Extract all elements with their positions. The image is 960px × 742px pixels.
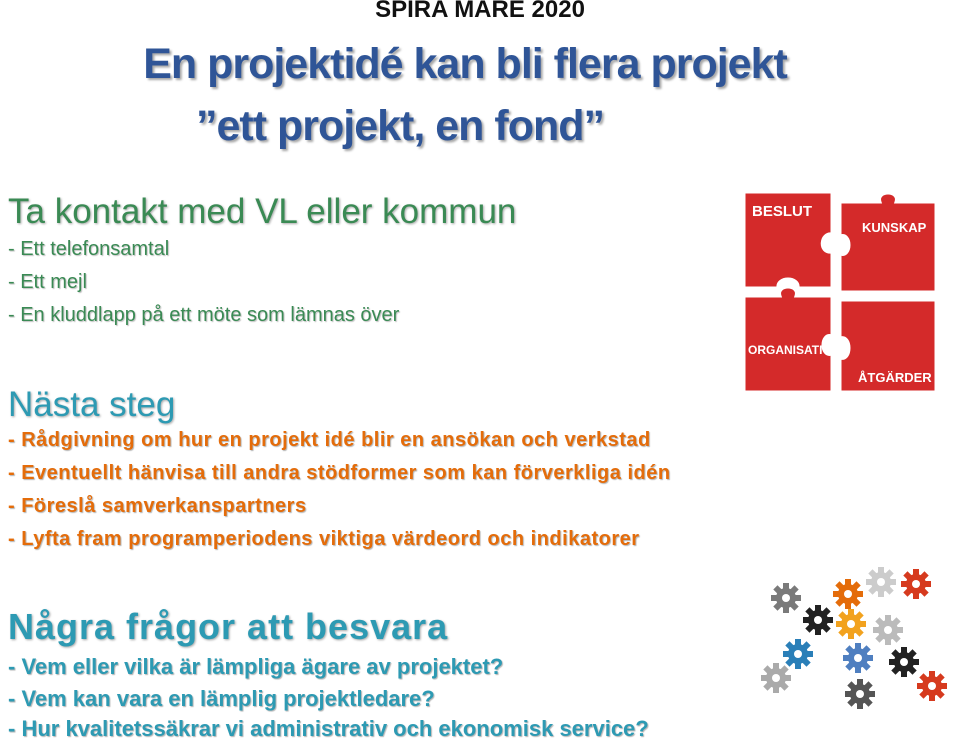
gear-icon-6 — [836, 609, 866, 639]
next-steps-item-3: - Föreslå samverkanspartners — [8, 495, 307, 517]
gears-image — [756, 562, 956, 738]
contact-item-2: - Ett mejl — [8, 271, 87, 293]
gear-icon-1 — [771, 583, 801, 613]
gear-icon-9 — [843, 643, 873, 673]
puzzle-image — [740, 188, 940, 398]
puzzle-label-atgarder: ÅTGÄRDER — [858, 370, 932, 385]
puzzle-label-organisation: ORGANISATION — [748, 343, 841, 357]
gear-icon-7 — [873, 615, 903, 645]
contact-heading: Ta kontakt med VL eller kommun — [8, 192, 517, 231]
next-steps-item-2: - Eventuellt hänvisa till andra stödformer som kan förverkliga idén — [8, 462, 671, 484]
gear-icon-12 — [917, 671, 947, 701]
question-item-2: - Vem kan vara en lämplig projektledare? — [8, 686, 435, 711]
program-title: SPIRA MARE 2020 — [375, 0, 585, 23]
next-steps-heading: Nästa steg — [8, 385, 176, 424]
puzzle-piece-bottom-left — [744, 287, 832, 392]
gear-icon-5 — [901, 569, 931, 599]
gear-icon-13 — [845, 679, 875, 709]
gear-icon-11 — [761, 663, 791, 693]
gear-icon-2 — [803, 605, 833, 635]
main-title-line2: ”ett projekt, en fond” — [196, 102, 604, 150]
question-item-3: - Hur kvalitetssäkrar vi administrativ och ekonomisk service? — [8, 716, 649, 741]
puzzle-label-beslut: BESLUT — [752, 203, 812, 220]
gear-icon-8 — [783, 639, 813, 669]
puzzle-piece-top-right — [840, 193, 936, 292]
main-title-line1: En projektidé kan bli flera projekt — [143, 40, 787, 88]
gear-icon-10 — [889, 647, 919, 677]
next-steps-item-4: - Lyfta fram programperiodens viktiga värdeord och indikatorer — [8, 528, 640, 550]
gear-icon-3 — [833, 579, 863, 609]
contact-item-3: - En kluddlapp på ett möte som lämnas över — [8, 304, 400, 326]
gear-icon-4 — [866, 567, 896, 597]
next-steps-item-1: - Rådgivning om hur en projekt idé blir en ansökan och verkstad — [8, 429, 651, 451]
questions-heading: Några frågor att besvara — [8, 606, 449, 647]
contact-item-1: - Ett telefonsamtal — [8, 238, 170, 260]
question-item-1: - Vem eller vilka är lämpliga ägare av projektet? — [8, 654, 504, 679]
puzzle-label-kunskap: KUNSKAP — [862, 220, 927, 235]
